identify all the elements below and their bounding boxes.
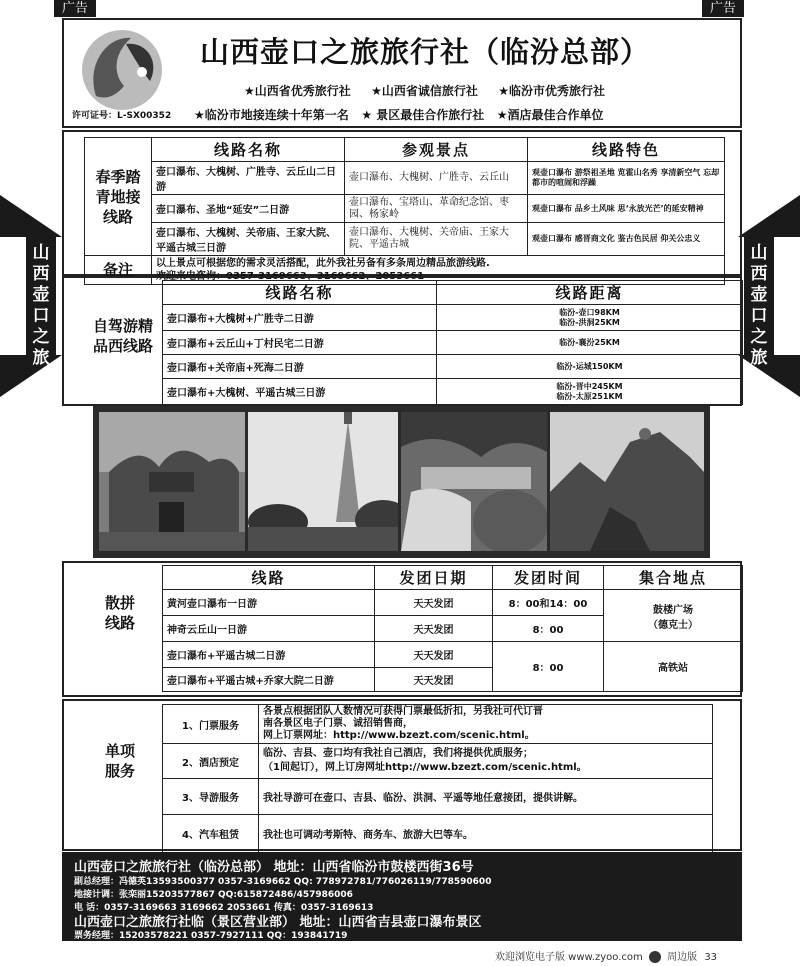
license-number: 许可证号：L-SX00352 [72,111,172,121]
footer-line-3: 地接计调：张栾丽15203577867 QQ:615872486/457986006 [74,890,353,900]
distance-line: 临汾-晋中245KM [556,381,623,391]
company-title: 山西壶口之旅旅行社（临汾总部） [200,35,651,69]
photo-mountain [550,412,704,551]
services-category: 单项服务 [104,742,135,780]
table-row [85,195,725,223]
spring-header-feature: 线路特色 [528,138,725,162]
route-name: 壶口瀑布、大槐树、广胜寺、云丘山二日游 [152,162,345,195]
photo-strip [93,406,710,558]
side-triangle-right-bottom [738,355,800,397]
header-box [62,18,742,128]
service-line: （1间起订），网上订房网址http://www.bzezt.com/scenic.html。 [263,762,587,773]
note-line-2: 欢迎来电咨询：0357-3169663、3169662、2053661 [156,271,425,282]
meeting-place: 高铁站 [604,642,743,692]
spring-header-sights: 参观景点 [345,138,528,162]
table-row [163,305,743,331]
footer-line-2: 副总经理：冯德英13593500377 0357-3169662 QQ: 778972781/776026119/778590600 [74,877,492,887]
scatter-category: 散拼线路 [104,594,135,632]
table-row [85,223,725,256]
company-logo-icon [76,26,168,114]
route-feature: 观壶口瀑布 品乡土风味 思‘永放光芒’的延安精神 [528,195,725,223]
route-feature: 观壶口瀑布 游祭祖圣地 览霍山名秀 享清新空气 忘却都市的喧闹和浮躁 [528,162,725,195]
service-desc [259,744,713,779]
awards-line-2 [194,106,604,123]
distance-line: 临汾-洪洞25KM [559,317,620,327]
scatter-table [162,565,743,692]
scatter-section [62,561,742,697]
meeting-place-line: （德克士） [648,619,698,631]
note-line-1: 以上景点可根据您的需求灵活搭配，此外我社另备有多条周边精品旅游线路. [156,258,490,269]
side-label-left: 山西壶口之旅 [26,237,56,355]
route-sights: 壶口瀑布、大槐树、广胜寺、云丘山 [345,162,528,195]
services-section [62,699,742,851]
table-row [163,779,713,815]
scatter-header-route: 线路 [163,566,375,590]
photo-temple [99,412,245,551]
bottom-bar [495,948,717,963]
side-triangle-right-top [738,195,800,237]
ad-tag-left: 广告 [54,0,96,17]
service-label: 4、汽车租赁 [163,815,259,853]
table-row [85,162,725,195]
meeting-place [604,590,743,642]
services-table [162,704,713,853]
table-row [163,379,743,405]
distance-line: 临汾-太原251KM [556,391,623,401]
meeting-place-line: 鼓楼广场 [653,604,693,616]
depart-date: 天天发团 [375,642,493,668]
selfdrive-header-distance: 线路距离 [437,281,743,305]
logo-dot-icon [649,951,661,963]
route-feature: 观壶口瀑布 感晋商文化 鉴古色民居 仰关公忠义 [528,223,725,256]
award-item: ★ 景区最佳合作旅行社 [361,108,485,122]
scatter-header-time: 发团时间 [493,566,604,590]
side-label-right: 山西壶口之旅 [744,237,774,355]
service-desc: 我社也可调动考斯特、商务车、旅游大巴等车。 [259,815,713,853]
selfdrive-header-name: 线路名称 [163,281,437,305]
table-row [163,590,743,616]
table-row [163,331,743,355]
table-row [163,355,743,379]
footer-line-6: 票务经理：15203578221 0357-7927111 QQ：193841719 [74,931,348,941]
award-item: ★酒店最佳合作单位 [496,108,604,122]
website-text: 欢迎浏览电子版 www.zyoo.com [495,952,643,963]
spring-table [84,137,725,285]
service-desc [259,705,713,744]
table-row [163,744,713,779]
service-line: 南各景区电子门票、诚招销售商， [263,718,413,729]
page-number: 33 [704,952,718,963]
service-label: 1、门票服务 [163,705,259,744]
selfdrive-table [162,280,743,405]
ad-tag-right: 广告 [702,0,744,17]
route-name: 壶口瀑布+大槐树、平遥古城三日游 [163,379,437,405]
spring-header-name: 线路名称 [152,138,345,162]
table-row [163,815,713,853]
spring-section [62,130,742,282]
selfdrive-section [62,276,742,406]
route-name: 壶口瀑布+平遥古城二日游 [163,642,375,668]
note-label: 备注 [85,256,152,285]
service-line: 网上订票网址：http://www.bzezt.com/scenic.html。 [263,730,535,741]
awards-line-1 [244,82,605,99]
route-sights: 壶口瀑布、大槐树、关帝庙、王家大院、平遥古城 [345,223,528,256]
depart-date: 天天发团 [375,590,493,616]
route-name: 壶口瀑布+关帝庙+死海二日游 [163,355,437,379]
route-distance: 临汾-襄汾25KM [437,331,743,355]
photo-waterfall [401,412,547,551]
service-label: 2、酒店预定 [163,744,259,779]
route-name: 壶口瀑布、圣地“延安”二日游 [152,195,345,223]
route-name: 黄河壶口瀑布一日游 [163,590,375,616]
route-name: 壶口瀑布+平遥古城+乔家大院二日游 [163,668,375,692]
side-triangle-left-bottom [0,355,62,397]
route-name: 壶口瀑布+大槐树+广胜寺二日游 [163,305,437,331]
scatter-header-place: 集合地点 [604,566,743,590]
award-item: ★临汾市地接连续十年第一名 [194,108,349,122]
edition-text: 周边版 [667,952,698,963]
depart-date: 天天发团 [375,616,493,642]
footer-line-4: 电 话：0357-3169663 3169662 2053661 传真：0357-3169613 [74,903,374,913]
route-name: 神奇云丘山一日游 [163,616,375,642]
service-line: 临汾、吉县、壶口均有我社自己酒店，我们将提供优质服务； [263,748,533,759]
service-line: 各景点根据团队人数情况可获得门票最低折扣，另我社可代订晋 [263,706,543,717]
table-row [163,705,713,744]
route-name: 壶口瀑布+云丘山+丁村民宅二日游 [163,331,437,355]
footer-line-1: 山西壶口之旅旅行社（临汾总部） 地址：山西省临汾市鼓楼西街36号 [74,860,474,875]
service-label: 3、导游服务 [163,779,259,815]
award-item: ★山西省优秀旅行社 [244,84,351,98]
route-sights: 壶口瀑布、宝塔山、革命纪念馆、枣园、杨家岭 [345,195,528,223]
depart-date: 天天发团 [375,668,493,692]
table-row [163,642,743,668]
footer-line-5: 山西壶口之旅旅行社临（景区营业部） 地址：山西省吉县壶口瀑布景区 [74,915,482,930]
route-distance [437,305,743,331]
service-desc: 我社导游可在壶口、吉县、临汾、洪洞、平遥等地任意接团，提供讲解。 [259,779,713,815]
route-name: 壶口瀑布、大槐树、关帝庙、王家大院、平遥古城三日游 [152,223,345,256]
distance-line: 临汾-壶口98KM [559,307,620,317]
depart-time: 8：00和14：00 [493,590,604,616]
selfdrive-category: 自驾游精品西线路 [92,317,153,355]
award-item: ★临汾市优秀旅行社 [498,84,606,98]
contact-footer [62,852,742,941]
depart-time: 8：00 [493,616,604,642]
side-triangle-left-top [0,195,62,237]
depart-time: 8：00 [493,642,604,692]
photo-pagoda [248,412,398,551]
scatter-header-date: 发团日期 [375,566,493,590]
spring-category: 春季踏青地接线路 [85,138,152,256]
award-item: ★山西省诚信旅行社 [371,84,478,98]
route-distance: 临汾-运城150KM [437,355,743,379]
route-distance [437,379,743,405]
